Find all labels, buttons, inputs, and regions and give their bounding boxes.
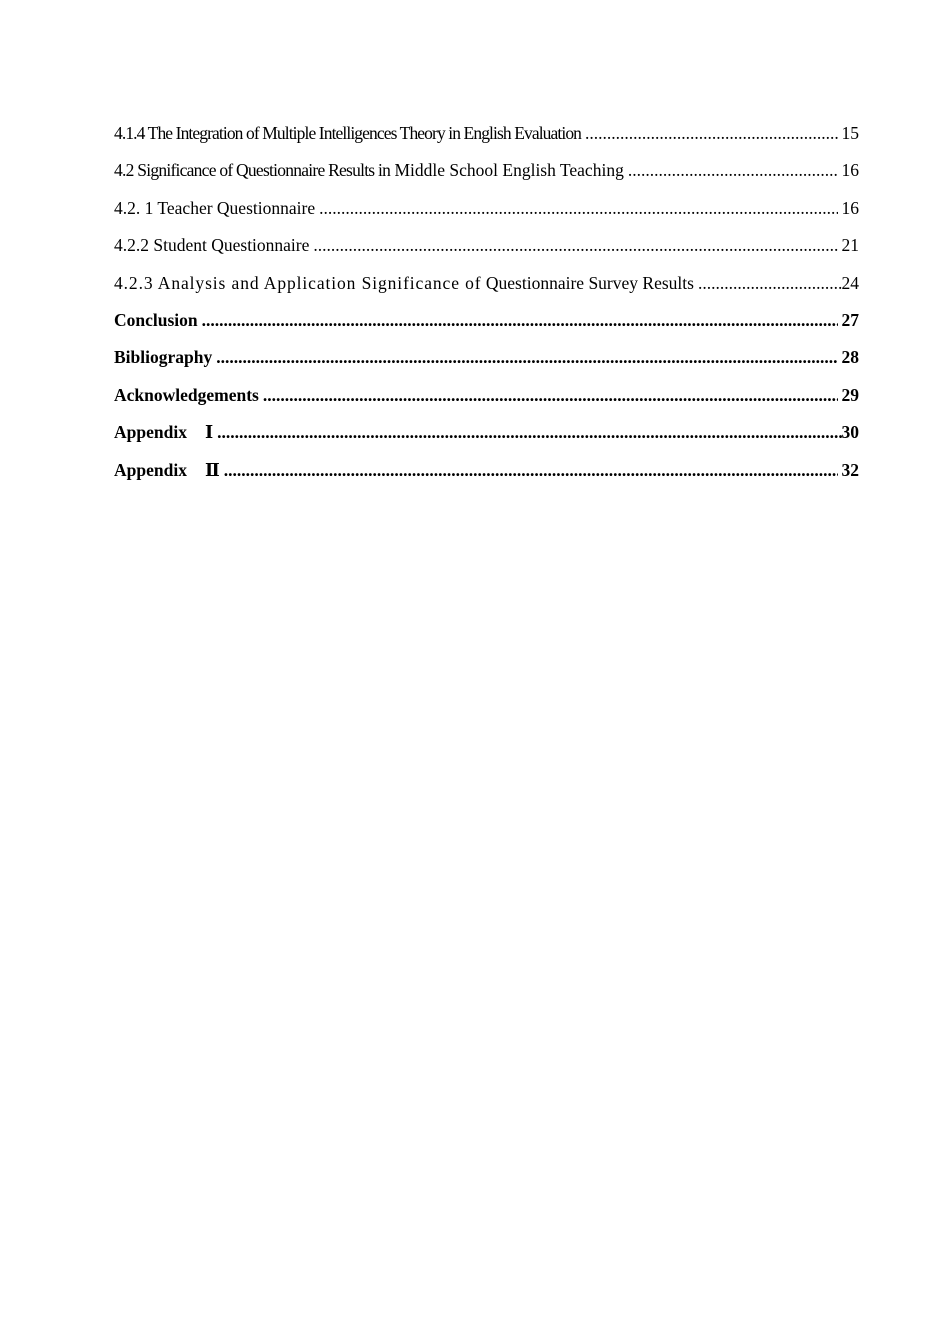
toc-entry-title: Conclusion [114,309,198,330]
toc-entry-acknowledgements[interactable] [114,382,859,419]
toc-entry-title: Acknowledgements [114,384,259,405]
toc-entry-page: 30 [841,422,859,443]
toc-entry-page: 29 [841,384,859,405]
toc-entry-4-1-4[interactable] [114,120,859,157]
toc-entry-title: 4.2.3 Analysis and Application Significance of Questionnaire Survey Results [114,272,694,293]
toc-entry-bibliography[interactable] [114,344,859,381]
toc-leader-dots [585,120,837,146]
toc-entry-page: 28 [841,347,859,368]
toc-entry-page: 21 [841,235,859,256]
toc-entry-appendix-2[interactable] [114,457,859,494]
roman-numeral: Ⅱ [204,459,220,480]
toc-entry-page: 16 [841,160,859,181]
toc-leader-dots [313,232,837,258]
toc-entry-page: 32 [841,459,859,480]
toc-leader-dots [698,270,842,296]
roman-numeral: Ⅰ [204,422,214,443]
toc-entry-4-2[interactable] [114,157,859,194]
toc-entry-conclusion[interactable] [114,307,859,344]
toc-leader-dots [217,419,841,445]
toc-entry-4-2-1[interactable] [114,195,859,232]
toc-leader-dots [263,382,838,408]
toc-entry-4-2-3[interactable] [114,270,859,307]
toc-entry-page: 24 [841,272,859,293]
toc-leader-dots [216,344,837,370]
toc-entry-title: Bibliography [114,347,213,368]
toc-entry-title: Appendix Ⅱ [114,457,220,483]
toc-leader-dots [628,157,838,183]
toc-entry-page: 15 [841,123,859,143]
toc-leader-dots [202,307,838,333]
toc-leader-dots [319,195,837,221]
toc-entry-appendix-1[interactable] [114,419,859,456]
toc-entry-page: 27 [841,309,859,330]
toc-entry-4-2-2[interactable] [114,232,859,269]
toc-leader-dots [224,457,838,483]
table-of-contents [114,120,859,494]
toc-entry-title: 4.2.2 Student Questionnaire [114,235,310,256]
toc-entry-title: Appendix Ⅰ [114,419,213,445]
toc-entry-title: 4.2. 1 Teacher Questionnaire [114,197,316,218]
toc-entry-title: 4.1.4 The Integration of Multiple Intelligences Theory in English Evaluation [114,123,582,143]
toc-entry-page: 16 [841,197,859,218]
toc-entry-title: 4.2 Significance of Questionnaire Results in Middle School English Teaching [114,160,624,181]
